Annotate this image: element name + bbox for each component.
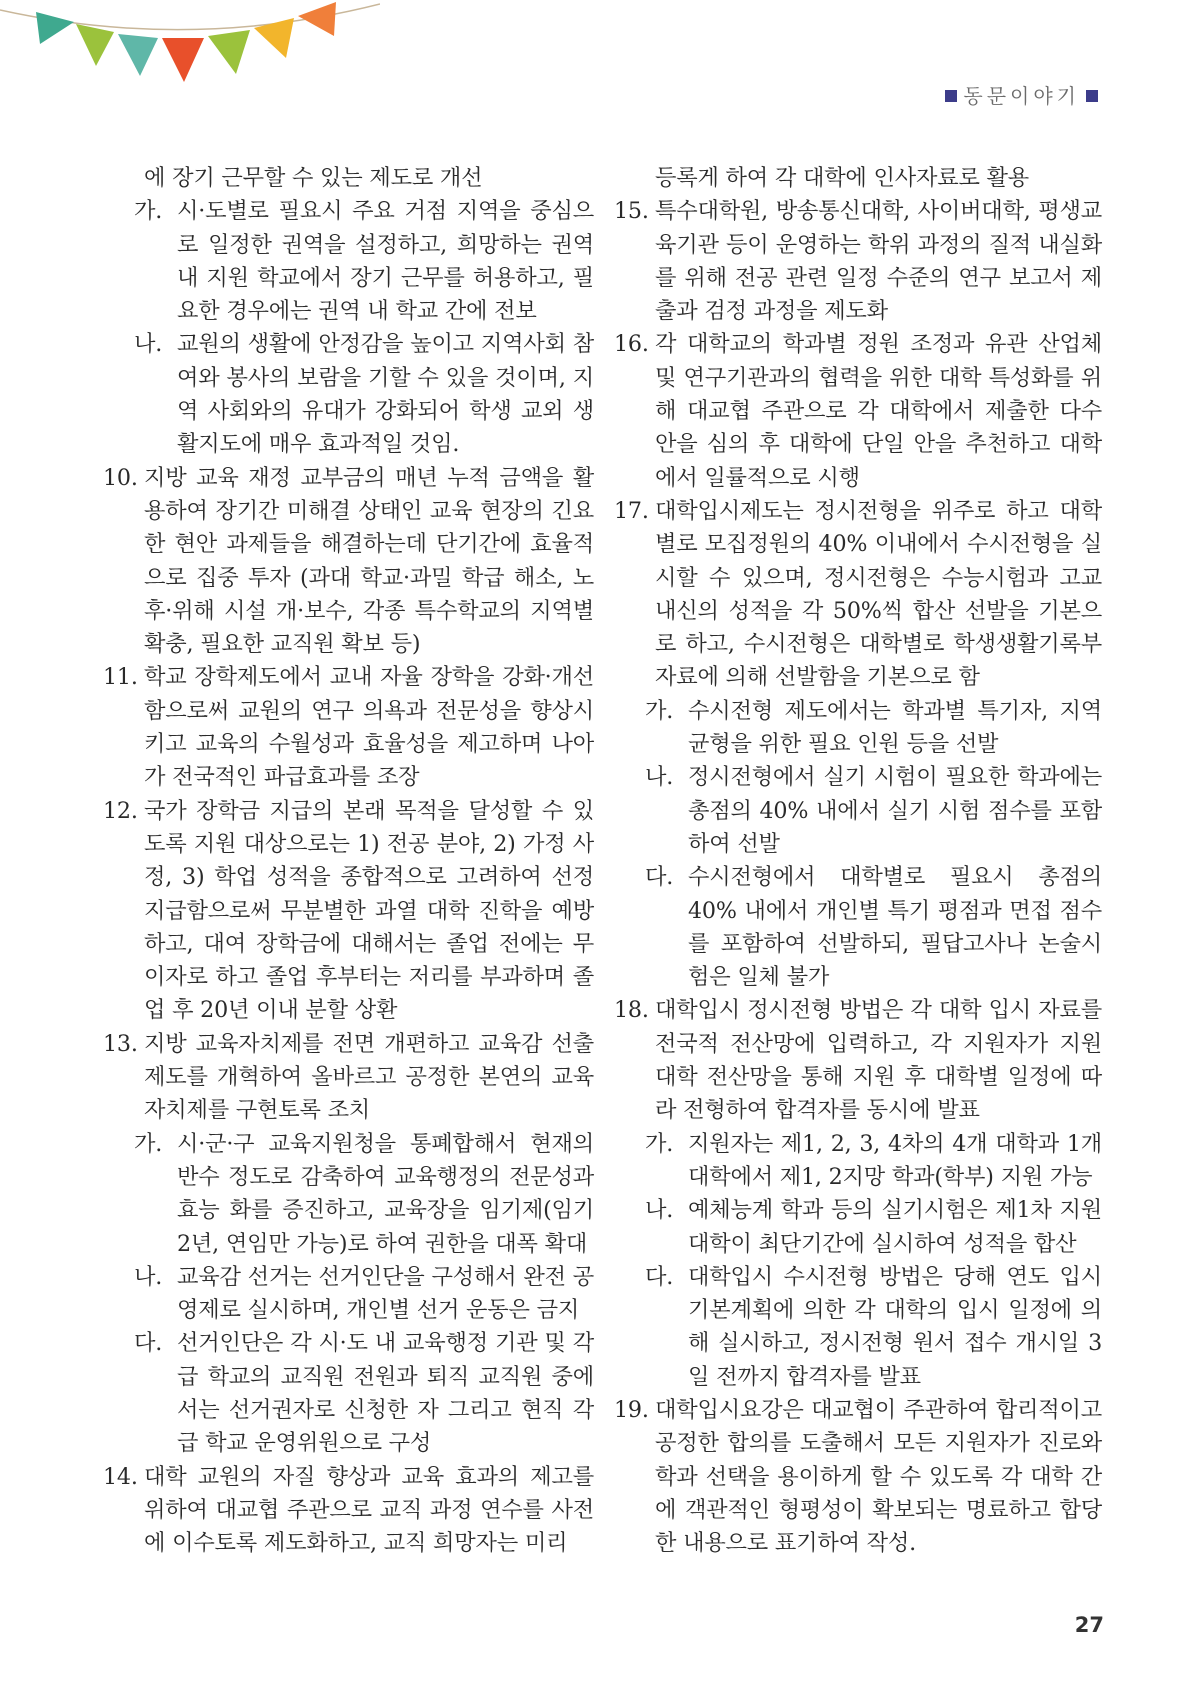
item-text: 수시전형에서 대학별로 필요시 총점의 40% 내에서 개인별 특기 평점과 면접 점수를 포함하여 선발하되, 필답고사나 논술시험은 일체 불가 [688,864,1102,991]
item-number: 18. [614,997,649,1024]
item-number: 15. [614,198,649,225]
item-text: 등록게 하여 각 대학에 인사자료로 활용 [655,165,1029,191]
flag-icon [118,34,158,76]
item-text: 시·군·구 교육지원청을 통폐합해서 현재의 반수 정도로 감축하여 교육행정의 전문성과 효능 화를 증진하고, 교육장을 임기제(임기 2년, 연임만 가능)로 하여 권한을 대폭 확대 [177,1130,594,1257]
section-title: 동문이야기 [963,84,1080,108]
item-text: 지방 교육자치제를 전면 개편하고 교육감 선출제도를 개혁하여 올바르고 공정한 본연의 교육자치제를 구현토록 조치 [144,1030,594,1124]
item-text: 예체능계 학과 등의 실기시험은 제1차 지원 대학이 최단기간에 실시하여 성적을 합산 [688,1197,1102,1257]
item-text: 대학입시 정시전형 방법은 각 대학 입시 자료를 전국적 전산망에 입력하고, 각 지원자가 지원 대학 전산망을 통해 지원 후 대학별 일정에 따라 전형하여 합격자를 동시에 발표 [655,997,1102,1124]
list-item [645,761,1102,861]
list-item [645,1261,1102,1394]
list-item [655,162,1102,195]
item-text: 대학입시제도는 정시전형을 위주로 하고 대학별로 모집정원의 40% 이내에서 수시전형을 실시할 수 있으며, 정시전형은 수능시험과 고교 내신의 성적을 각 50%씩 합산 선발을 기본으로 하고, 수시전형은 대학별로 학생생활기록부 자료에 의해 선발함을 기본으로 함 [655,497,1102,691]
flag-icon [298,2,336,36]
page-number: 27 [1074,1613,1104,1637]
item-number: 다. [645,1263,674,1290]
flag-icon [36,12,74,44]
item-text: 교원의 생활에 안정감을 높이고 지역사회 참여와 봉사의 보람을 기할 수 있을 것이며, 지역 사회와의 유대가 강화되어 학생 교외 생활지도에 매우 효과적일 것임. [177,331,594,458]
section-tag [939,80,1104,109]
item-number: 다. [134,1330,163,1357]
item-number: 나. [134,331,163,358]
bunting-decoration [0,0,380,100]
flag-icon [162,38,204,82]
flag-icon [208,30,250,74]
item-text: 각 대학교의 학과별 정원 조정과 유관 산업체 및 연구기관과의 협력을 위한 대학 특성화를 위해 대교협 주관으로 각 대학에서 제출한 다수 안을 심의 후 대학에 단일 안을 추천하고 대학에서 일률적으로 시행 [655,331,1102,491]
item-text: 대학 교원의 자질 향상과 교육 효과의 제고를 위하여 대교협 주관으로 교직 과정 연수를 사전에 이수토록 제도화하고, 교직 희망자는 미리 [144,1463,594,1557]
list-item [144,162,594,195]
list-item [134,195,594,328]
list-item [134,1327,594,1460]
list-item [645,1128,1102,1195]
list-item [614,195,1102,328]
item-number: 가. [134,198,163,225]
left-column [103,162,594,1560]
item-text: 지원자는 제1, 2, 3, 4차의 4개 대학과 1개 대학에서 제1, 2지망 학과(학부) 지원 가능 [688,1130,1102,1190]
item-text: 수시전형 제도에서는 학과별 특기자, 지역 균형을 위한 필요 인원 등을 선발 [688,697,1102,758]
right-column [614,162,1102,1560]
item-number: 17. [614,497,649,524]
list-item [134,1128,594,1261]
item-number: 14. [103,1463,138,1490]
list-item [103,1028,594,1128]
item-text: 국가 장학금 지급의 본래 목적을 달성할 수 있도록 지원 대상으로는 1) 전공 분야, 2) 가정 사정, 3) 학업 성적을 종합적으로 고려하여 선정 지급함으로써 무분별한 과열 대학 진학을 예방하고, 대여 장학금에 대해서는 졸업 전에는 무이자로 하고 졸업 후부터는 저리를 부과하며 졸업 후 20년 이내 분할 상환 [144,797,594,1024]
list-item [103,462,594,662]
list-item [103,1461,594,1561]
item-text: 선거인단은 각 시·도 내 교육행정 기관 및 각급 학교의 교직원 전원과 퇴직 교직원 중에서는 선거권자로 신청한 자 그리고 현직 각급 학교 운영위원으로 구성 [177,1330,594,1457]
item-number: 12. [103,797,138,824]
item-number: 나. [645,764,674,791]
item-number: 가. [134,1130,163,1157]
item-number: 다. [645,864,674,891]
list-item [614,495,1102,695]
item-text: 정시전형에서 실기 시험이 필요한 학과에는 총점의 40% 내에서 실기 시험 점수를 포함하여 선발 [688,764,1102,857]
list-item [134,1261,594,1328]
item-text: 지방 교육 재정 교부금의 매년 누적 금액을 활용하여 장기간 미해결 상태인 교육 현장의 긴요한 현안 과제들을 해결하는데 단기간에 효율적으로 집중 투자 (과대 학교·과밀 학급 해소, 노후·위해 시설 개·보수, 각종 특수학교의 지역별 확충, 필요한 교직원 확보 등) [144,464,594,658]
item-number: 가. [645,1130,674,1157]
list-item [134,328,594,461]
item-text: 시·도별로 필요시 주요 거점 지역을 중심으로 일정한 권역을 설정하고, 희망하는 권역 내 지원 학교에서 장기 근무를 허용하고, 필요한 경우에는 권역 내 학교 간에 전보 [177,198,594,325]
item-text: 학교 장학제도에서 교내 자율 장학을 강화·개선함으로써 교원의 연구 의욕과 전문성을 향상시키고 교육의 수월성과 효율성을 제고하며 나아가 전국적인 파급효과를 조장 [144,664,594,791]
item-number: 13. [103,1030,138,1057]
square-icon [945,90,957,102]
list-item [614,994,1102,1127]
list-item [103,795,594,1028]
item-text: 특수대학원, 방송통신대학, 사이버대학, 평생교육기관 등이 운영하는 학위 과정의 질적 내실화를 위해 전공 관련 일정 수준의 연구 보고서 제출과 검정 과정을 제도화 [655,198,1102,325]
flag-icon [254,18,294,58]
list-item [645,861,1102,994]
flag-icon [76,24,114,66]
item-number: 19. [614,1396,649,1423]
item-number: 나. [134,1263,163,1290]
item-text: 에 장기 근무할 수 있는 제도로 개선 [144,165,483,191]
list-item [614,1394,1102,1560]
item-text: 대학입시 수시전형 방법은 당해 연도 입시 기본계획에 의한 각 대학의 입시 일정에 의해 실시하고, 정시전형 원서 접수 개시일 3일 전까지 합격자를 발표 [688,1263,1102,1390]
item-number: 10. [103,464,138,491]
square-icon [1086,90,1098,102]
item-number: 16. [614,331,649,358]
list-item [614,328,1102,494]
item-number: 11. [103,664,138,691]
list-item [645,1194,1102,1261]
list-item [103,661,594,794]
item-text: 교육감 선거는 선거인단을 구성해서 완전 공영제로 실시하며, 개인별 선거 운동은 금지 [177,1263,594,1324]
list-item [645,695,1102,762]
item-text: 대학입시요강은 대교협이 주관하여 합리적이고 공정한 합의를 도출해서 모든 지원자가 진로와 학과 선택을 용이하게 할 수 있도록 각 대학 간에 객관적인 형평성이 확보되는 명료하고 합당한 내용으로 표기하여 작성. [655,1396,1102,1557]
item-number: 가. [645,697,674,724]
item-number: 나. [645,1197,674,1224]
